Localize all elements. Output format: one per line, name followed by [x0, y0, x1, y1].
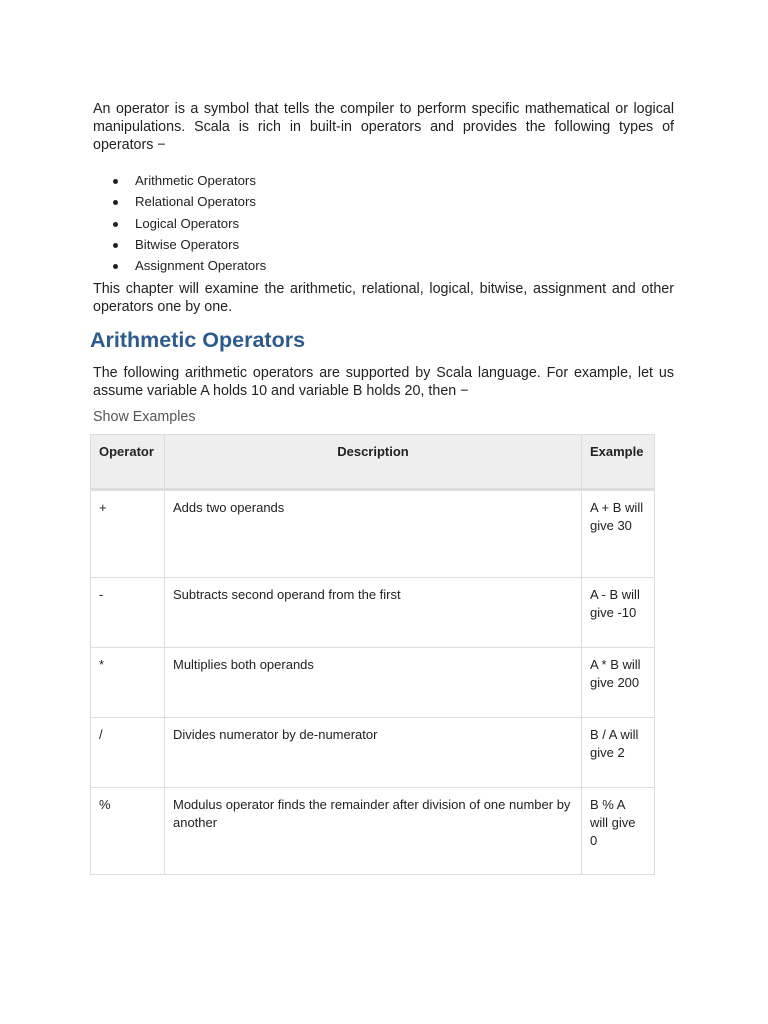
operator-cell: %: [91, 788, 165, 875]
operator-cell: -: [91, 578, 165, 648]
description-cell: Modulus operator finds the remainder after division of one number by another: [164, 788, 581, 875]
list-item-label: Arithmetic Operators: [135, 173, 256, 188]
table-row: [91, 578, 655, 648]
example-cell: B / A will give 2: [581, 718, 654, 788]
list-item-label: Assignment Operators: [135, 258, 267, 274]
list-item: [113, 255, 674, 276]
example-cell: B % A will give 0: [581, 788, 654, 875]
bullet-icon: [113, 200, 118, 205]
list-item: [113, 170, 674, 191]
column-header-example: Example: [581, 435, 654, 490]
section-heading: Arithmetic Operators: [90, 328, 306, 353]
bullet-icon: [113, 179, 118, 184]
table-header-row: [91, 435, 655, 490]
column-header-operator: Operator: [91, 435, 165, 490]
description-cell: Adds two operands: [164, 490, 581, 578]
table-row: [91, 788, 655, 875]
show-examples-link[interactable]: Show Examples: [93, 409, 196, 426]
operator-cell: /: [91, 718, 165, 788]
list-item: [113, 191, 674, 212]
table-row: [91, 490, 655, 578]
description-cell: Subtracts second operand from the first: [164, 578, 581, 648]
arithmetic-operators-table: [90, 434, 655, 875]
table-row: [91, 718, 655, 788]
operator-cell: *: [91, 648, 165, 718]
document-page: [90, 100, 674, 426]
table-row: [91, 648, 655, 718]
list-item-label: Relational Operators: [135, 194, 256, 210]
list-item: [113, 213, 674, 234]
example-cell: A + B will give 30: [581, 490, 654, 578]
chapter-paragraph: This chapter will examine the arithmetic, relational, logical, bitwise, assignment and other operators one by one.: [93, 281, 674, 316]
list-item-label: Bitwise Operators: [135, 236, 240, 252]
bullet-icon: [113, 243, 118, 248]
operator-types-list: [93, 170, 674, 276]
example-cell: A * B will give 200: [581, 648, 654, 718]
column-header-description: Description: [164, 435, 581, 490]
list-item: [113, 234, 674, 255]
bullet-icon: [113, 264, 118, 269]
description-cell: Divides numerator by de-numerator: [164, 718, 581, 788]
description-cell: Multiplies both operands: [164, 648, 581, 718]
intro-paragraph: An operator is a symbol that tells the compiler to perform specific mathematical or logical manipulations. Scala is rich in built-in operators and provides the following types of operators −: [93, 101, 674, 153]
list-item-label: Logical Operators: [135, 215, 240, 231]
operator-cell: +: [91, 490, 165, 578]
section-paragraph: The following arithmetic operators are supported by Scala language. For example, let us assume variable A holds 10 and variable B holds 20, then −: [93, 365, 674, 400]
example-cell: A - B will give -10: [581, 578, 654, 648]
bullet-icon: [113, 222, 118, 227]
